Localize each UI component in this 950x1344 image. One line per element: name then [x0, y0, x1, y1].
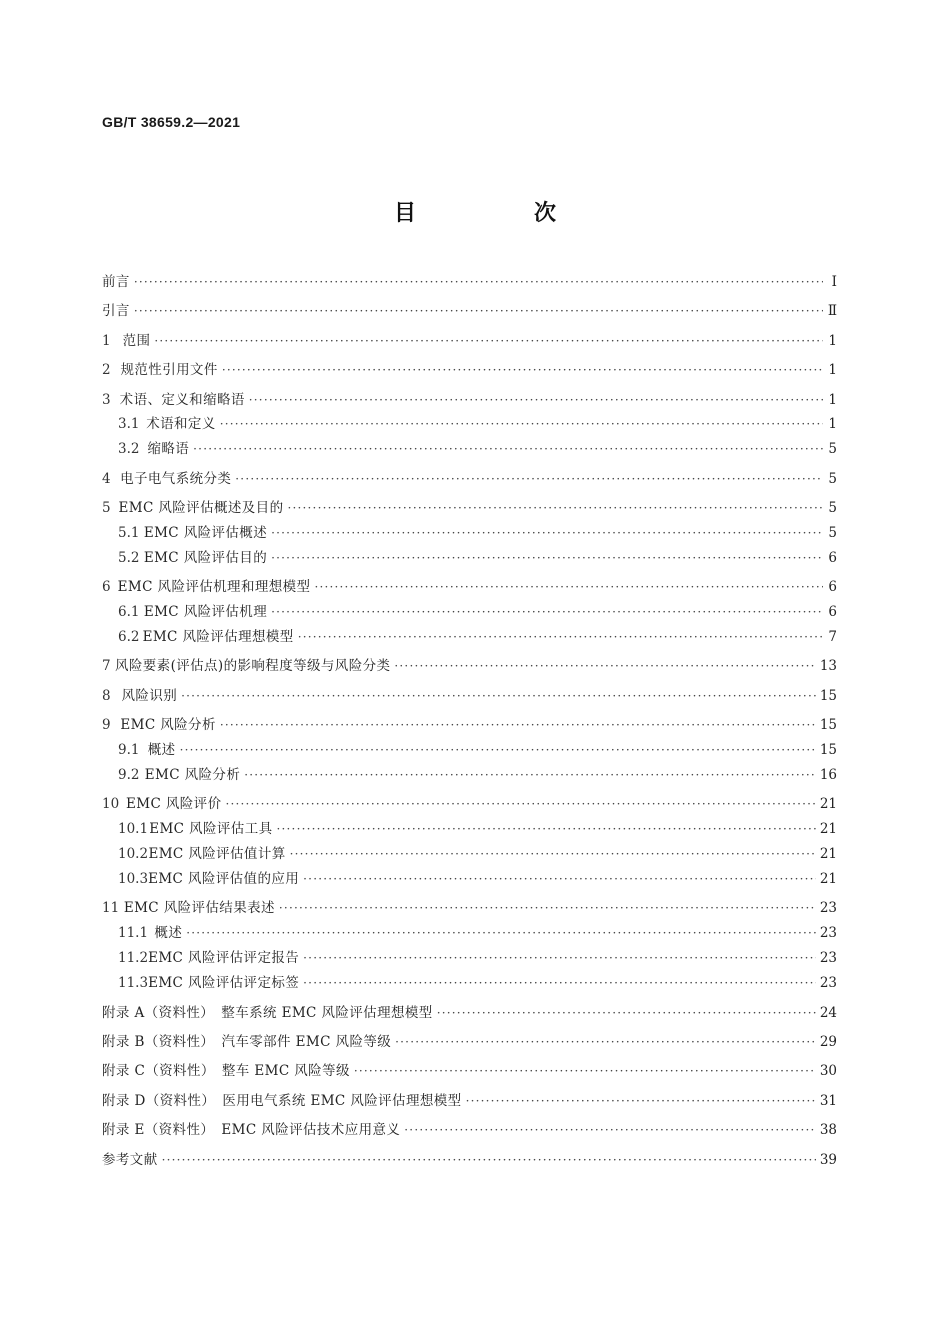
- dot-leader: [134, 299, 823, 324]
- dot-leader: [298, 625, 823, 650]
- toc-entry-label: 风险识别: [121, 687, 178, 704]
- toc-entry-page-number: 30: [819, 1063, 837, 1080]
- dot-leader: [466, 1089, 816, 1114]
- toc-entry[interactable]: [102, 1059, 837, 1084]
- toc-entry[interactable]: [102, 437, 837, 462]
- toc-entry[interactable]: [102, 412, 837, 437]
- toc-entry-number: 3.1: [118, 416, 140, 433]
- dot-leader: [222, 358, 823, 383]
- toc-entry-label: EMC 风险评估工具: [149, 821, 273, 838]
- toc-entry-number: 4: [102, 470, 111, 487]
- toc-entry[interactable]: [102, 625, 837, 650]
- toc-entry-label: 概述: [147, 742, 176, 759]
- toc-entry-page-number: 15: [819, 687, 837, 704]
- toc-entry-label: EMC 风险评估机理: [143, 604, 268, 621]
- toc-entry[interactable]: [102, 817, 837, 842]
- toc-entry-page-number: 21: [819, 796, 837, 813]
- toc-entry-page-number: 6: [828, 579, 837, 596]
- dot-leader: [303, 971, 816, 996]
- toc-entry-number: 6.2: [118, 629, 140, 646]
- toc-entry-label: 术语和定义: [146, 416, 216, 433]
- dot-leader: [287, 496, 823, 521]
- toc-entry-page-number: 21: [819, 846, 837, 863]
- dot-leader: [235, 467, 823, 492]
- toc-entry-number: 11.2: [118, 950, 149, 967]
- dot-leader: [277, 817, 816, 842]
- dot-leader: [154, 329, 823, 354]
- toc-entry-page-number: 13: [819, 658, 837, 675]
- toc-entry-page-number: 5: [828, 525, 837, 542]
- toc-entry-page-number: 29: [819, 1033, 837, 1050]
- toc-entry-number: 3: [102, 391, 111, 408]
- toc-entry-page-number: 21: [819, 871, 837, 888]
- toc-entry-number: 11: [102, 900, 120, 917]
- toc-entry-page-number: 15: [819, 742, 837, 759]
- dot-leader: [290, 842, 816, 867]
- toc-entry-page-number: 31: [819, 1092, 837, 1109]
- toc-entry-label: 缩略语: [147, 441, 190, 458]
- toc-entry-number: 5.2: [118, 549, 140, 566]
- toc-entry[interactable]: [102, 654, 837, 679]
- dot-leader: [220, 412, 823, 437]
- dot-leader: [249, 388, 823, 413]
- toc-entry-page-number: 23: [819, 900, 837, 917]
- dot-leader: [193, 437, 823, 462]
- toc-entry[interactable]: [102, 971, 837, 996]
- toc-entry-number: 7: [102, 658, 111, 675]
- toc-entry-page-number: 1: [828, 362, 837, 379]
- toc-entry-page-number: 23: [819, 950, 837, 967]
- toc-entry-page-number: Ⅱ: [827, 303, 837, 320]
- toc-entry[interactable]: [102, 842, 837, 867]
- toc-entry-label: 风险要素(评估点)的影响程度等级与风险分类: [114, 658, 391, 675]
- toc-entry-page-number: 16: [819, 767, 837, 784]
- dot-leader: [303, 946, 816, 971]
- toc-entry-label: EMC 风险评估结果表述: [123, 900, 275, 917]
- dot-leader: [271, 546, 823, 571]
- toc-entry-label: EMC 风险评价: [125, 796, 222, 813]
- toc-entry-label: EMC 风险评估评定报告: [148, 950, 300, 967]
- toc-entry-page-number: 5: [828, 500, 837, 517]
- toc-entry[interactable]: [102, 496, 837, 521]
- toc-entry-page-number: 5: [828, 441, 837, 458]
- dot-leader: [181, 684, 816, 709]
- toc-entry-page-number: 24: [819, 1004, 837, 1021]
- toc-entry-page-number: Ⅰ: [831, 274, 837, 290]
- toc-entry-number: 9: [102, 717, 111, 734]
- toc-entry-number: 10.3: [118, 871, 149, 888]
- toc-entry-page-number: 1: [828, 332, 837, 349]
- toc-entry-label: EMC 风险评估目的: [143, 549, 268, 566]
- dot-leader: [437, 1001, 816, 1026]
- toc-entry-label: 引言: [102, 303, 130, 320]
- dot-leader: [404, 1118, 816, 1143]
- toc-entry-label: 附录 C（资料性） 整车 EMC 风险等级: [102, 1063, 350, 1080]
- toc-entry-label: 参考文献: [102, 1151, 158, 1168]
- toc-entry-number: 5: [102, 500, 111, 517]
- toc-entry[interactable]: [102, 329, 837, 354]
- toc-entry-label: 附录 E（资料性） EMC 风险评估技术应用意义: [102, 1122, 401, 1139]
- toc-entry-label: 附录 A（资料性） 整车系统 EMC 风险评估理想模型: [102, 1004, 433, 1021]
- toc-entry-label: 规范性引用文件: [120, 362, 218, 379]
- toc-entry-label: 电子电气系统分类: [120, 470, 232, 487]
- dot-leader: [314, 575, 823, 600]
- toc-entry[interactable]: [102, 521, 837, 546]
- toc-entry-label: 概述: [154, 925, 183, 942]
- toc-entry[interactable]: [102, 713, 837, 738]
- table-of-contents: [102, 270, 837, 1172]
- toc-entry[interactable]: [102, 600, 837, 625]
- toc-entry-number: 10.1: [118, 821, 149, 838]
- toc-entry[interactable]: [102, 546, 837, 571]
- toc-entry[interactable]: [102, 1001, 837, 1026]
- toc-entry-label: EMC 风险评估值的应用: [148, 871, 300, 888]
- dot-leader: [395, 1030, 816, 1055]
- dot-leader: [134, 270, 823, 295]
- dot-leader: [220, 713, 816, 738]
- toc-entry-page-number: 38: [819, 1122, 837, 1139]
- toc-entry[interactable]: [102, 738, 837, 763]
- dot-leader: [186, 921, 816, 946]
- toc-entry-page-number: 6: [828, 549, 837, 566]
- toc-entry-number: 8: [102, 687, 111, 704]
- toc-entry-label: 术语、定义和缩略语: [119, 391, 245, 408]
- toc-entry[interactable]: [102, 467, 837, 492]
- dot-leader: [271, 521, 823, 546]
- dot-leader: [180, 738, 816, 763]
- toc-entry[interactable]: [102, 270, 837, 295]
- toc-entry[interactable]: [102, 1148, 837, 1173]
- toc-entry-label: 附录 B（资料性） 汽车零部件 EMC 风险等级: [102, 1033, 392, 1050]
- toc-entry-label: 范围: [122, 332, 151, 349]
- toc-entry-number: 10.2: [118, 846, 149, 863]
- toc-entry[interactable]: [102, 946, 837, 971]
- toc-entry-label: EMC 风险评估评定标签: [148, 975, 300, 992]
- toc-entry-number: 11.1: [118, 925, 149, 942]
- toc-entry-page-number: 23: [819, 975, 837, 992]
- toc-entry-label: EMC 风险评估值计算: [148, 846, 286, 863]
- toc-entry[interactable]: [102, 1030, 837, 1055]
- toc-entry[interactable]: [102, 867, 837, 892]
- toc-entry[interactable]: [102, 1118, 837, 1143]
- toc-entry[interactable]: [102, 896, 837, 921]
- page-title: 目 次: [393, 201, 604, 226]
- toc-entry-label: EMC 风险评估概述及目的: [118, 500, 284, 517]
- toc-entry-label: EMC 风险分析: [120, 717, 216, 734]
- toc-entry-number: 3.2: [118, 441, 140, 458]
- toc-entry-page-number: 39: [819, 1151, 837, 1168]
- toc-entry-page-number: 23: [819, 925, 837, 942]
- toc-entry-page-number: 7: [828, 629, 837, 646]
- toc-entry-number: 9.2: [118, 767, 140, 784]
- toc-entry-page-number: 5: [828, 470, 837, 487]
- dot-leader: [162, 1148, 816, 1173]
- toc-entry-number: 9.1: [118, 742, 140, 759]
- toc-entry-label: 前言: [102, 274, 130, 290]
- dot-leader: [271, 600, 823, 625]
- toc-entry-number: 5.1: [118, 525, 140, 542]
- toc-entry[interactable]: [102, 921, 837, 946]
- toc-entry[interactable]: [102, 792, 837, 817]
- toc-entry-number: 1: [102, 332, 111, 349]
- toc-entry-page-number: 1: [828, 416, 837, 433]
- toc-entry-number: 2: [102, 362, 111, 379]
- toc-entry[interactable]: [102, 358, 837, 383]
- toc-entry-page-number: 21: [819, 821, 837, 838]
- toc-entry-label: EMC 风险评估理想模型: [142, 629, 294, 646]
- toc-entry[interactable]: [102, 299, 837, 324]
- toc-entry-number: 10: [102, 796, 120, 813]
- toc-entry-page-number: 1: [828, 391, 837, 408]
- toc-entry[interactable]: [102, 575, 837, 600]
- toc-entry-number: 6: [102, 579, 111, 596]
- dot-leader: [244, 763, 816, 788]
- toc-entry-label: 附录 D（资料性） 医用电气系统 EMC 风险评估理想模型: [102, 1092, 462, 1109]
- toc-entry-page-number: 15: [819, 717, 837, 734]
- toc-entry-label: EMC 风险评估概述: [143, 525, 268, 542]
- toc-entry[interactable]: [102, 684, 837, 709]
- toc-entry-number: 11.3: [118, 975, 149, 992]
- dot-leader: [303, 867, 816, 892]
- toc-entry[interactable]: [102, 1089, 837, 1114]
- toc-entry-number: 6.1: [118, 604, 140, 621]
- toc-entry-page-number: 6: [828, 604, 837, 621]
- dot-leader: [394, 654, 815, 679]
- toc-entry-label: EMC 风险分析: [144, 767, 241, 784]
- toc-entry-label: EMC 风险评估机理和理想模型: [117, 579, 311, 596]
- dot-leader: [225, 792, 815, 817]
- dot-leader: [354, 1059, 816, 1084]
- dot-leader: [279, 896, 816, 921]
- toc-entry[interactable]: [102, 763, 837, 788]
- standard-code: GB/T 38659.2—2021: [102, 114, 241, 130]
- toc-entry[interactable]: [102, 388, 837, 413]
